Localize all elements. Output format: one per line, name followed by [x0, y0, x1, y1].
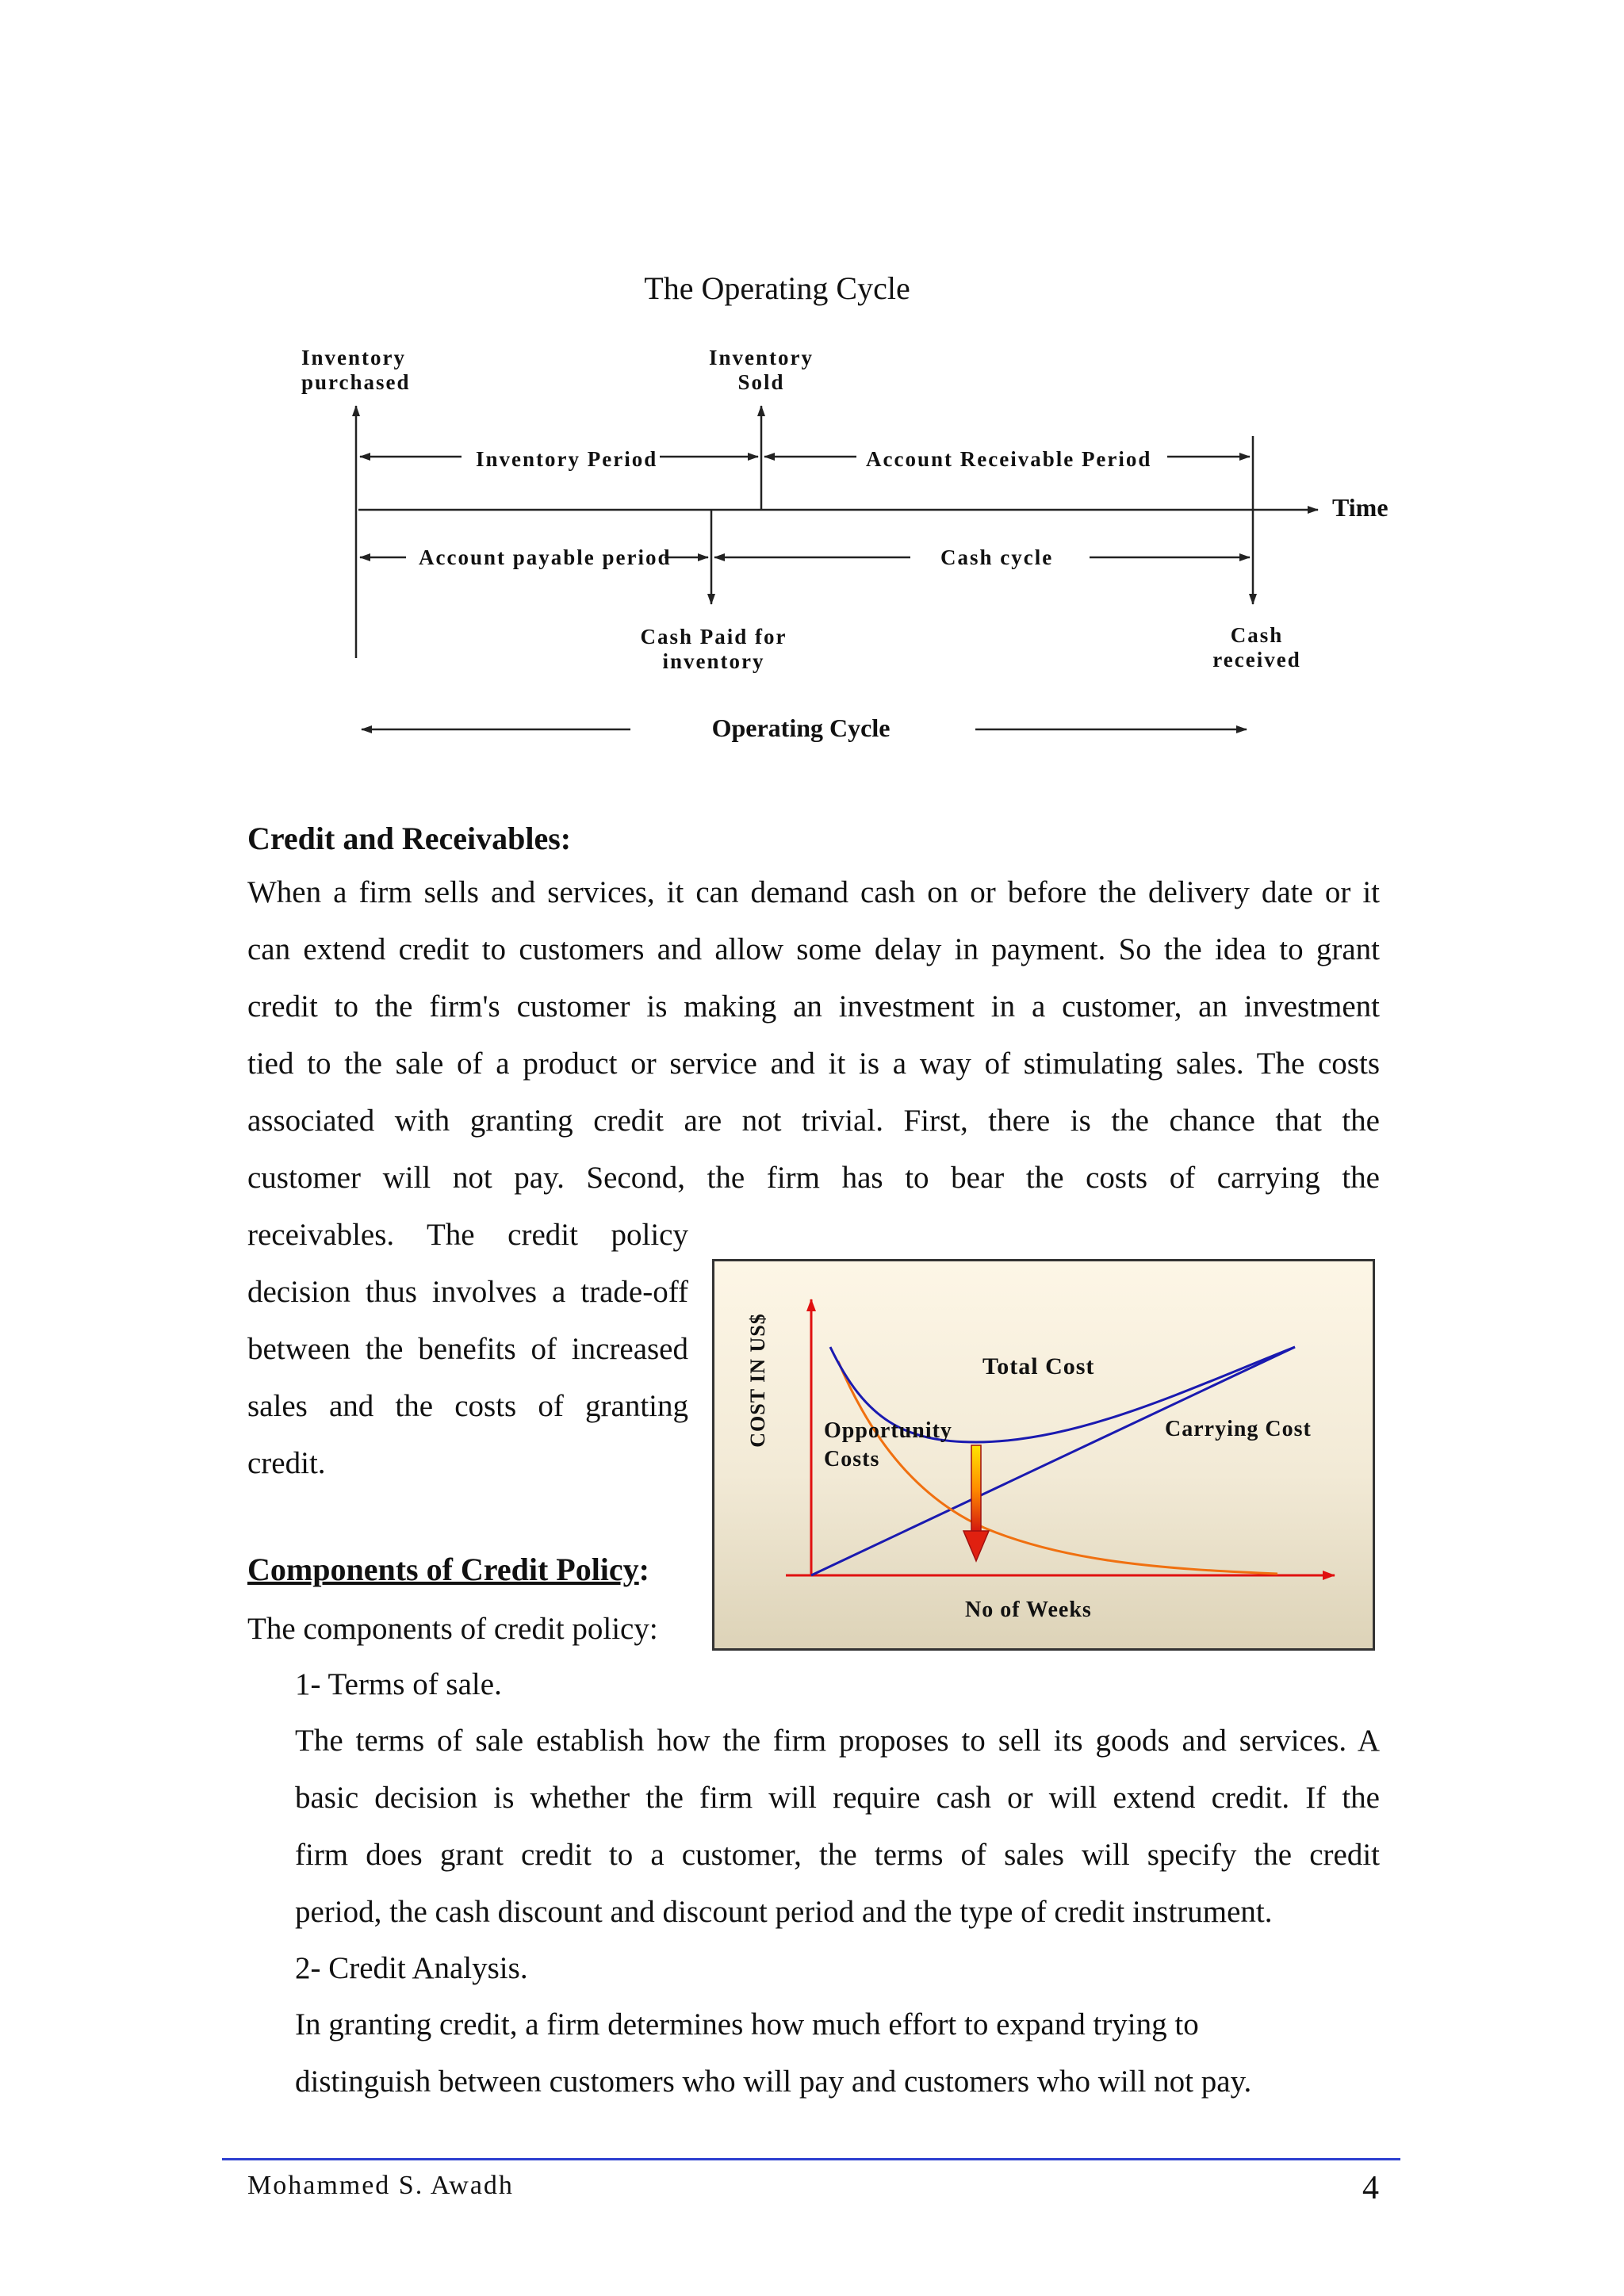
- chart-label-y: COST IN US$: [746, 1313, 769, 1448]
- heading-components: [247, 1551, 649, 1588]
- footer-author: Mohammed S. Awadh: [247, 2171, 514, 2200]
- paragraph-line: receivables. The credit policy: [247, 1218, 688, 1252]
- item1-body: [295, 1712, 1380, 1941]
- paragraph-line: credit to the firm's customer is making an investment in a customer, an investment: [247, 989, 1380, 1024]
- chart-svg: [714, 1261, 1373, 1648]
- paragraph-line: firm does grant credit to a customer, the terms of sales will specify the credit: [295, 1838, 1380, 1872]
- paragraph-line: decision thus involves a trade-off: [247, 1275, 688, 1309]
- item2-title: 2- Credit Analysis.: [295, 1951, 528, 1985]
- paragraph-line: distinguish between customers who will pay and customers who will not pay.: [295, 2064, 1252, 2099]
- diagram-title: The Operating Cycle: [644, 270, 910, 306]
- operating-cycle-diagram: [0, 0, 1624, 793]
- label-ar-period: Account Receivable Period: [866, 447, 1152, 471]
- heading-credit-receivables: Credit and Receivables:: [247, 821, 572, 856]
- label-inventory-purchased: Inventory purchased: [301, 346, 411, 394]
- label-operating-cycle: Operating Cycle: [711, 714, 891, 742]
- page-number: 4: [1362, 2170, 1379, 2206]
- paragraph-line: credit.: [247, 1446, 326, 1480]
- paragraph-line: When a firm sells and services, it can demand cash on or before the delivery date or it: [247, 875, 1380, 909]
- paragraph-line: The terms of sale establish how the firm proposes to sell its goods and services. A: [295, 1724, 1380, 1758]
- label-time: Time: [1332, 493, 1388, 522]
- chart-label-total-cost: Total Cost: [982, 1353, 1095, 1380]
- label-inventory-sold: Inventory Sold: [709, 346, 814, 394]
- label-cash-cycle: Cash cycle: [940, 545, 1054, 569]
- paragraph-line: period, the cash discount and discount period and the type of credit instrument.: [295, 1895, 1273, 1929]
- heading-components-colon: :: [638, 1552, 649, 1587]
- label-ap-period: Account payable period: [419, 545, 672, 569]
- optimum-marker: [963, 1445, 989, 1561]
- label-cash-paid: Cash Paid for inventory: [640, 625, 787, 673]
- label-cash-received: Cash received: [1212, 623, 1301, 672]
- paragraph-line: customer will not pay. Second, the firm has to bear the costs of carrying the: [247, 1161, 1380, 1195]
- chart-label-x: No of Weeks: [965, 1598, 1092, 1622]
- paragraph-line: basic decision is whether the firm will require cash or will extend credit. If the: [295, 1781, 1380, 1815]
- heading-components-text: Components of Credit Policy: [247, 1552, 639, 1587]
- chart-label-carrying: Carrying Cost: [1165, 1417, 1312, 1441]
- credit-cost-chart: [712, 1259, 1375, 1651]
- chart-label-opportunity: Opportunity Costs: [824, 1418, 952, 1471]
- paragraph-credit: [247, 864, 1380, 1207]
- paragraph-credit-narrow: [247, 1207, 688, 1492]
- paragraph-line: between the benefits of increased: [247, 1332, 688, 1366]
- item2-body: [295, 1996, 1380, 2110]
- paragraph-line: associated with granting credit are not trivial. First, there is the chance that the: [247, 1104, 1380, 1138]
- footer-rule: [222, 2158, 1400, 2160]
- label-inventory-period: Inventory Period: [476, 447, 658, 471]
- paragraph-line: tied to the sale of a product or service and it is a way of stimulating sales. The costs: [247, 1047, 1380, 1081]
- paragraph-line: sales and the costs of granting: [247, 1389, 688, 1423]
- paragraph-line: can extend credit to customers and allow some delay in payment. So the idea to grant: [247, 932, 1380, 966]
- item1-title: 1- Terms of sale.: [295, 1667, 502, 1701]
- components-intro: The components of credit policy:: [247, 1612, 658, 1646]
- paragraph-line: In granting credit, a firm determines how much effort to expand trying to: [295, 2007, 1199, 2042]
